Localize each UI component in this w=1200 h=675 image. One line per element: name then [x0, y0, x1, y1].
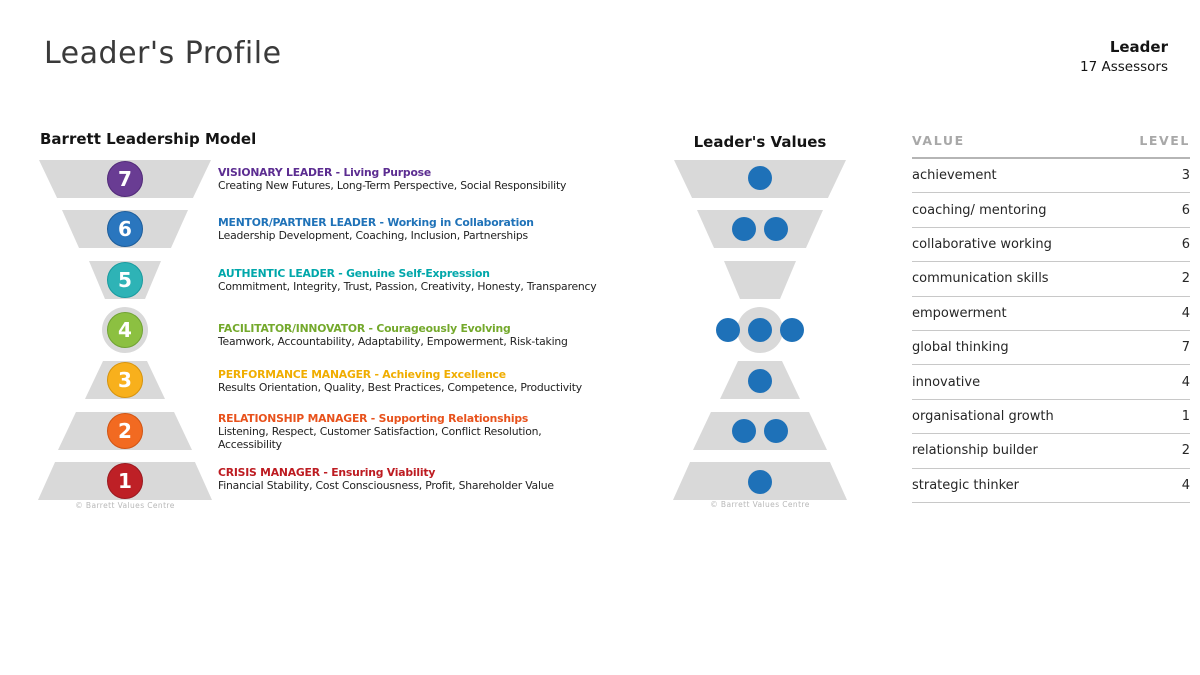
value-level: 6 [1181, 202, 1190, 218]
model-level-3-badge: 3 [107, 362, 143, 398]
values-heading: Leader's Values [693, 133, 827, 151]
values-level-2-dots [660, 419, 860, 443]
values-level-6-dots [660, 217, 860, 241]
table-row [912, 193, 1190, 227]
value-dot [748, 369, 772, 393]
model-level-2-text [218, 412, 658, 451]
model-level-1-title: CRISIS MANAGER - Ensuring Viability [218, 466, 436, 479]
model-level-3-text [218, 368, 658, 394]
value-name: relationship builder [912, 443, 1038, 459]
subject-block [1080, 38, 1168, 75]
model-level-7-title: VISIONARY LEADER - Living Purpose [218, 166, 432, 179]
model-level-1-badge: 1 [107, 463, 143, 499]
table-row [912, 331, 1190, 365]
column-header-value: VALUE [912, 133, 965, 148]
model-level-4-title: FACILITATOR/INNOVATOR - Courageously Evolving [218, 322, 511, 335]
table-row [912, 297, 1190, 331]
model-level-7-text [218, 166, 658, 192]
value-level: 2 [1181, 443, 1190, 459]
model-level-6-badge: 6 [107, 211, 143, 247]
model-level-2-desc: Listening, Respect, Customer Satisfaction, Conflict Resolution, Accessibility [218, 425, 542, 451]
model-copyright: © Barrett Values Centre [75, 501, 175, 510]
model-level-5-text [218, 267, 658, 293]
values-level-3-dots [660, 369, 860, 393]
table-row [912, 262, 1190, 296]
model-level-4-badge: 4 [107, 312, 143, 348]
value-dot [716, 318, 740, 342]
value-name: coaching/ mentoring [912, 202, 1047, 218]
subject-name: Leader [1109, 38, 1168, 56]
value-dot [748, 470, 772, 494]
model-level-5-desc: Commitment, Integrity, Trust, Passion, Creativity, Honesty, Transparency [218, 280, 597, 293]
model-level-2-title: RELATIONSHIP MANAGER - Supporting Relationships [218, 412, 529, 425]
model-level-2-badge: 2 [107, 413, 143, 449]
model-level-1-desc: Financial Stability, Cost Consciousness, Profit, Shareholder Value [218, 479, 554, 492]
value-dot [764, 217, 788, 241]
value-dot [748, 166, 772, 190]
table-row [912, 159, 1190, 193]
model-level-4-text [218, 322, 658, 348]
model-level-6-desc: Leadership Development, Coaching, Inclusion, Partnerships [218, 229, 528, 242]
value-name: global thinking [912, 340, 1009, 356]
table-row [912, 365, 1190, 399]
table-row [912, 400, 1190, 434]
table-row [912, 434, 1190, 468]
value-name: strategic thinker [912, 477, 1020, 493]
model-level-5-badge: 5 [107, 262, 143, 298]
value-name: communication skills [912, 271, 1049, 287]
model-level-3-title: PERFORMANCE MANAGER - Achieving Excellence [218, 368, 506, 381]
value-dot [764, 419, 788, 443]
model-level-4-desc: Teamwork, Accountability, Adaptability, Empowerment, Risk-taking [218, 335, 568, 348]
values-level-5-dots [660, 267, 860, 291]
model-level-6-title: MENTOR/PARTNER LEADER - Working in Collaboration [218, 216, 534, 229]
page-title: Leader's Profile [44, 36, 282, 71]
table-row [912, 469, 1190, 503]
value-name: collaborative working [912, 236, 1052, 252]
model-level-1-text [218, 466, 658, 492]
value-dot [748, 318, 772, 342]
value-dot [732, 419, 756, 443]
value-dot [732, 217, 756, 241]
values-table [912, 133, 1190, 503]
value-level: 6 [1181, 236, 1190, 252]
value-level: 1 [1181, 408, 1190, 424]
model-level-3-desc: Results Orientation, Quality, Best Practices, Competence, Productivity [218, 381, 582, 394]
value-name: innovative [912, 374, 981, 390]
values-level-7-dots [660, 166, 860, 190]
model-level-5-title: AUTHENTIC LEADER - Genuine Self-Expression [218, 267, 490, 280]
value-name: empowerment [912, 305, 1007, 321]
value-name: organisational growth [912, 408, 1054, 424]
value-name: achievement [912, 168, 997, 184]
values-table-header [912, 133, 1190, 159]
model-level-6-text [218, 216, 658, 242]
assessor-count: 17 Assessors [1080, 59, 1168, 75]
value-level: 4 [1181, 374, 1190, 390]
model-heading: Barrett Leadership Model [40, 130, 257, 148]
values-level-4-dots [660, 318, 860, 342]
value-level: 3 [1181, 168, 1190, 184]
value-level: 2 [1181, 271, 1190, 287]
values-copyright: © Barrett Values Centre [710, 500, 810, 509]
value-level: 4 [1181, 477, 1190, 493]
table-row [912, 228, 1190, 262]
column-header-level: LEVEL [1139, 133, 1190, 148]
values-level-1-dots [660, 470, 860, 494]
value-level: 4 [1181, 305, 1190, 321]
value-level: 7 [1181, 340, 1190, 356]
model-level-7-desc: Creating New Futures, Long-Term Perspective, Social Responsibility [218, 179, 567, 192]
value-dot [780, 318, 804, 342]
model-level-7-badge: 7 [107, 161, 143, 197]
